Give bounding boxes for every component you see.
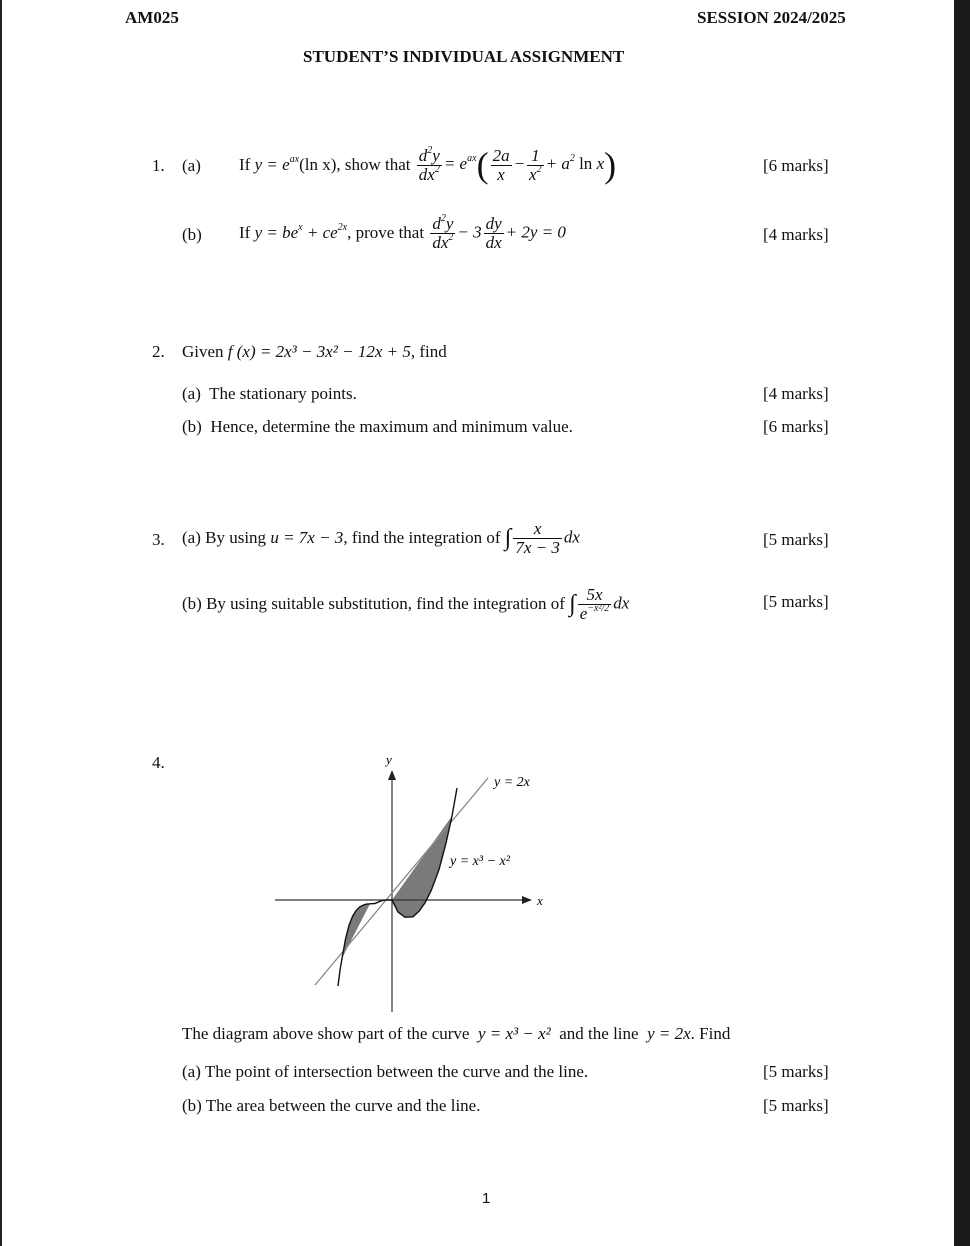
q4b-text: The area between the curve and the line. (205, 1096, 481, 1115)
page-left-edge (0, 0, 2, 1246)
q4-diagram (270, 750, 560, 1015)
q1b-expression: $\frac{d^2y}{dx^2}$ − 3 $\frac{dy}{dx}$ + 2y = 0 (432, 212, 566, 252)
q2b-marks: [6 marks] (763, 417, 829, 436)
q4-description: The diagram above show part of the curve y = x³ − x² and the line y = 2x. Find (182, 1024, 731, 1043)
page-number: 1 (482, 1190, 491, 1207)
q4a-line (182, 1062, 588, 1082)
q1a-ydef: $y = e^{ax}(\ln$ x) (254, 154, 337, 174)
course-code: AM025 (125, 8, 179, 27)
session-label: SESSION 2024/2025 (697, 8, 846, 27)
q2a-line (182, 384, 357, 404)
q2b-line (182, 417, 573, 437)
q1a-mid: , show that (336, 155, 411, 174)
q3b-statement: (b) By using suitable substitution, find the integration of ∫ $\frac{5x}{e^{-x^2/2}}$ dx (182, 584, 630, 623)
line-y-2x (315, 778, 488, 985)
q1b-ydef: $y = be^x + ce^{2x}$ (254, 222, 348, 242)
x-axis-label: x (537, 893, 543, 908)
q3a-substitution: u = 7x − 3 (270, 528, 344, 547)
page-title: STUDENT’S INDIVIDUAL ASSIGNMENT (303, 47, 625, 66)
x-axis-arrow-icon (522, 896, 532, 904)
q1a-expression: $\frac{d^2y}{dx^2}$ = $e^{ax}$( $\frac{2a}{x}$ − $\frac{1}{x^2}$ + $a^2$ ln x) (418, 144, 617, 185)
q1b-statement (239, 205, 566, 261)
q2b-text: Hence, determine the maximum and minimum value. (210, 417, 573, 436)
q3a-integral: ∫ $\frac{x}{7x - 3}$ dx (504, 518, 580, 557)
q2b-label: (b) (182, 417, 202, 436)
q4a-marks: [5 marks] (763, 1062, 829, 1081)
q4b-line (182, 1096, 480, 1116)
q3b-integral: ∫ $\frac{5x}{e^{-x^2/2}}$ dx (569, 584, 630, 623)
q1b-mid: , prove that (347, 223, 425, 242)
page-right-edge (954, 0, 970, 1246)
q3a-marks: [5 marks] (763, 530, 829, 549)
q1b-marks: [4 marks] (763, 225, 829, 244)
q2a-text: The stationary points. (209, 384, 357, 403)
q3a-label: (a) (182, 528, 201, 547)
q4a-text: The point of intersection between the curve and the line. (204, 1062, 589, 1081)
q4-number: 4. (152, 753, 165, 772)
q2a-label: (a) (182, 384, 201, 403)
q3b-marks: [5 marks] (763, 592, 829, 611)
line-label: y = 2x (494, 775, 530, 790)
q2-statement: Given f (x) = 2x³ − 3x² − 12x + 5, find (182, 342, 447, 361)
q4a-label: (a) (182, 1062, 201, 1081)
curve-label: y = x³ − x² (450, 854, 510, 869)
y-axis-arrow-icon (388, 770, 396, 780)
q3-number: 3. (152, 530, 165, 549)
y-axis-label: y (386, 752, 392, 767)
q1b-label: (b) (182, 225, 202, 244)
q2-number: 2. (152, 342, 165, 361)
q3a-statement: (a) By using u = 7x − 3 , find the integration of ∫ $\frac{x}{7x - 3}$ dx (182, 518, 580, 557)
q4b-marks: [5 marks] (763, 1096, 829, 1115)
q1a-marks: [6 marks] (763, 156, 829, 175)
q1b-lead: If (239, 223, 251, 242)
q4b-label: (b) (182, 1096, 202, 1115)
q2-function: f (x) = 2x³ − 3x² − 12x + 5 (227, 342, 411, 361)
q1-number: 1. (152, 156, 165, 175)
q1a-lead: If (239, 155, 251, 174)
q3b-label: (b) (182, 594, 202, 613)
q2a-marks: [4 marks] (763, 384, 829, 403)
q1a-label: (a) (182, 156, 201, 175)
q1a-statement (239, 136, 616, 194)
